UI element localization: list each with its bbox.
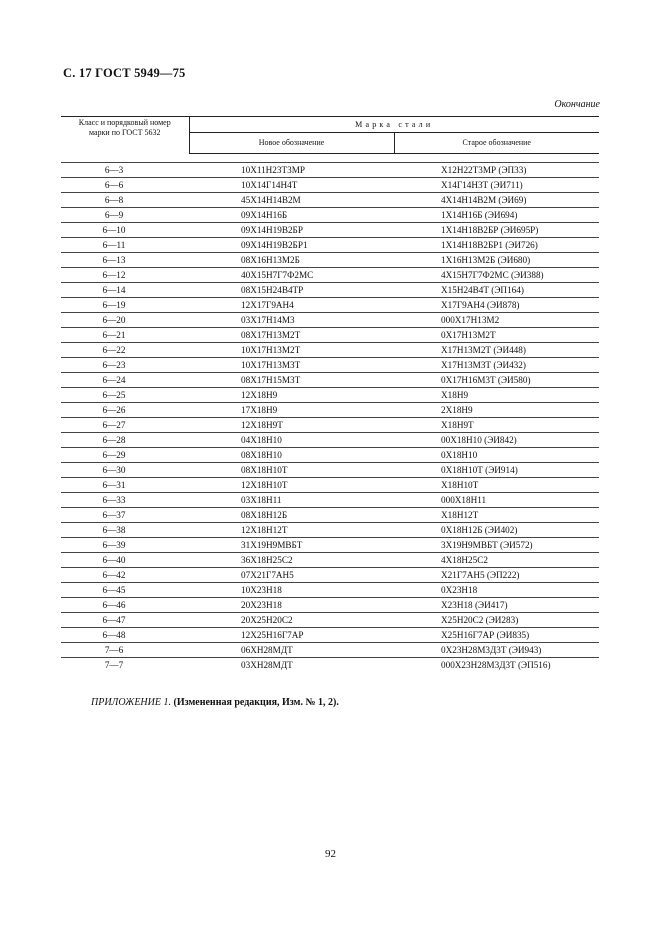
cell-class-number: 6—24 — [61, 373, 189, 388]
cell-old-designation: 4Х18Н25С2 — [394, 553, 599, 568]
continuation-label: Окончание — [554, 99, 600, 110]
table-row — [61, 613, 599, 628]
cell-class-number: 6—3 — [61, 163, 189, 178]
column-header-new: Новое обозначение — [189, 133, 394, 154]
appendix-label: ПРИЛОЖЕНИЕ 1. — [91, 697, 171, 708]
cell-class-number: 6—27 — [61, 418, 189, 433]
cell-class-number: 6—37 — [61, 508, 189, 523]
cell-class-number: 6—33 — [61, 493, 189, 508]
table-row — [61, 268, 599, 283]
cell-new-designation: 08Х16Н13М2Б — [189, 253, 394, 268]
table-row — [61, 523, 599, 538]
cell-class-number: 6—21 — [61, 328, 189, 343]
cell-class-number: 6—11 — [61, 238, 189, 253]
cell-class-number: 6—23 — [61, 358, 189, 373]
cell-class-number: 6—42 — [61, 568, 189, 583]
table-row — [61, 628, 599, 643]
cell-class-number: 6—10 — [61, 223, 189, 238]
cell-old-designation: Х17Н13М2Т (ЭИ448) — [394, 343, 599, 358]
cell-class-number: 6—38 — [61, 523, 189, 538]
cell-new-designation: 45Х14Н14В2М — [189, 193, 394, 208]
cell-class-number: 6—48 — [61, 628, 189, 643]
cell-new-designation: 20Х23Н18 — [189, 598, 394, 613]
appendix-text: (Измененная редакция, Изм. № 1, 2). — [173, 697, 339, 708]
group-header-steel-grade: Марка стали — [189, 117, 599, 133]
cell-class-number: 6—46 — [61, 598, 189, 613]
table-row — [61, 388, 599, 403]
cell-new-designation: 10Х17Н13М3Т — [189, 358, 394, 373]
cell-new-designation: 12Х18Н12Т — [189, 523, 394, 538]
cell-old-designation: 0Х23Н18 — [394, 583, 599, 598]
table-row — [61, 328, 599, 343]
table-row — [61, 343, 599, 358]
cell-old-designation: Х25Н20С2 (ЭИ283) — [394, 613, 599, 628]
cell-class-number: 6—13 — [61, 253, 189, 268]
cell-new-designation: 12Х18Н10Т — [189, 478, 394, 493]
cell-class-number: 6—40 — [61, 553, 189, 568]
cell-class-number: 6—20 — [61, 313, 189, 328]
column-header-class — [61, 117, 189, 154]
table-row — [61, 313, 599, 328]
cell-new-designation: 09Х14Н19В2БР1 — [189, 238, 394, 253]
cell-class-number: 6—28 — [61, 433, 189, 448]
cell-new-designation: 20Х25Н20С2 — [189, 613, 394, 628]
cell-class-number: 6—31 — [61, 478, 189, 493]
table-row — [61, 643, 599, 658]
cell-class-number: 6—26 — [61, 403, 189, 418]
cell-new-designation: 08Х18Н12Б — [189, 508, 394, 523]
cell-old-designation: 0Х17Н13М2Т — [394, 328, 599, 343]
cell-class-number: 6—14 — [61, 283, 189, 298]
cell-old-designation: 3Х19Н9МВБТ (ЭИ572) — [394, 538, 599, 553]
cell-old-designation: 000Х23Н28М3Д3Т (ЭП516) — [441, 660, 551, 670]
column-header-old: Старое обозначение — [394, 133, 599, 154]
cell-class-number: 6—6 — [61, 178, 189, 193]
cell-new-designation: 08Х18Н10Т — [189, 463, 394, 478]
table-row — [61, 283, 599, 298]
cell-new-designation: 09Х14Н16Б — [189, 208, 394, 223]
cell-class-number: 6—12 — [61, 268, 189, 283]
cell-old-designation: 000Х17Н13М2 — [394, 313, 599, 328]
cell-old-designation: 000Х18Н11 — [394, 493, 599, 508]
table-body — [61, 154, 599, 673]
table-row — [61, 478, 599, 493]
table-row — [61, 463, 599, 478]
cell-new-designation: 07Х21Г7АН5 — [189, 568, 394, 583]
cell-new-designation: 10Х11Н23Т3МР — [189, 163, 394, 178]
cell-new-designation: 40Х15Н7Г7Ф2МС — [189, 268, 394, 283]
cell-new-designation: 12Х18Н9 — [189, 388, 394, 403]
cell-class-number: 6—22 — [61, 343, 189, 358]
table-row — [61, 448, 599, 463]
cell-class-number: 6—29 — [61, 448, 189, 463]
cell-old-designation: Х18Н10Т — [394, 478, 599, 493]
cell-new-designation: 08Х17Н13М2Т — [189, 328, 394, 343]
table-row — [61, 658, 599, 673]
table-row — [61, 583, 599, 598]
cell-new-designation: 03ХН28МДТ — [241, 660, 293, 670]
table-row — [61, 568, 599, 583]
cell-old-designation: 1Х14Н18В2БР1 (ЭИ726) — [394, 238, 599, 253]
table-row — [61, 298, 599, 313]
cell-class-number: 6—8 — [61, 193, 189, 208]
table-row — [61, 238, 599, 253]
cell-new-designation: 10Х23Н18 — [189, 583, 394, 598]
cell-old-designation: 0Х18Н12Б (ЭИ402) — [394, 523, 599, 538]
cell-old-designation: Х18Н9 — [394, 388, 599, 403]
steel-grades-table — [61, 116, 599, 672]
cell-new-designation: 03Х18Н11 — [189, 493, 394, 508]
table-row — [61, 403, 599, 418]
cell-class-number: 6—19 — [61, 298, 189, 313]
cell-old-designation: 2Х18Н9 — [394, 403, 599, 418]
table-row — [61, 493, 599, 508]
cell-old-designation: Х21Г7АН5 (ЭП222) — [394, 568, 599, 583]
table-row — [61, 598, 599, 613]
cell-old-designation: Х14Г14Н3Т (ЭИ711) — [394, 178, 599, 193]
cell-new-designation: 03Х17Н14М3 — [189, 313, 394, 328]
table-row — [61, 508, 599, 523]
cell-old-designation: Х25Н16Г7АР (ЭИ835) — [394, 628, 599, 643]
table-row — [61, 358, 599, 373]
cell-old-designation: Х18Н9Т — [394, 418, 599, 433]
cell-old-designation: Х23Н18 (ЭИ417) — [394, 598, 599, 613]
cell-new-designation: 12Х25Н16Г7АР — [189, 628, 394, 643]
cell-old-designation: 0Х18Н10 — [394, 448, 599, 463]
cell-new-designation: 06ХН28МДТ — [189, 643, 394, 658]
cell-class-number: 6—45 — [61, 583, 189, 598]
cell-old-designation: 0Х17Н16М3Т (ЭИ580) — [394, 373, 599, 388]
column-header-class-line2: марки по ГОСТ 5632 — [88, 128, 161, 137]
table-row — [61, 538, 599, 553]
cell-new-designation: 08Х15Н24В4ТР — [189, 283, 394, 298]
cell-old-designation: Х18Н12Т — [394, 508, 599, 523]
page-header: С. 17 ГОСТ 5949—75 — [63, 66, 186, 80]
cell-old-designation: 1Х14Н16Б (ЭИ694) — [394, 208, 599, 223]
cell-new-designation: 09Х14Н19В2БР — [189, 223, 394, 238]
cell-class-number: 7—7 — [104, 660, 124, 670]
cell-new-designation: 12Х18Н9Т — [189, 418, 394, 433]
column-header-class-line1: Класс и порядковый номер — [78, 118, 171, 127]
cell-new-designation: 10Х17Н13М2Т — [189, 343, 394, 358]
table-row — [61, 553, 599, 568]
cell-class-number: 7—6 — [61, 643, 189, 658]
cell-new-designation: 36Х18Н25С2 — [189, 553, 394, 568]
cell-old-designation: 0Х23Н28М3Д3Т (ЭИ943) — [394, 643, 599, 658]
cell-class-number: 6—30 — [61, 463, 189, 478]
appendix-note — [91, 697, 339, 708]
cell-new-designation: 10Х14Г14Н4Т — [189, 178, 394, 193]
cell-old-designation: Х17Н13М3Т (ЭИ432) — [394, 358, 599, 373]
cell-old-designation: 1Х16Н13М2Б (ЭИ680) — [394, 253, 599, 268]
cell-old-designation: 4Х15Н7Г7Ф2МС (ЭИ388) — [394, 268, 599, 283]
cell-old-designation: 00Х18Н10 (ЭИ842) — [394, 433, 599, 448]
table-row — [61, 223, 599, 238]
table-row — [61, 433, 599, 448]
table-row — [61, 163, 599, 178]
table-row — [61, 208, 599, 223]
cell-new-designation: 17Х18Н9 — [189, 403, 394, 418]
cell-new-designation: 31Х19Н9МВБТ — [189, 538, 394, 553]
cell-old-designation: Х17Г9АН4 (ЭИ878) — [394, 298, 599, 313]
cell-new-designation: 08Х18Н10 — [189, 448, 394, 463]
page-number: 92 — [325, 848, 336, 860]
cell-class-number: 6—47 — [61, 613, 189, 628]
table-row — [61, 418, 599, 433]
table-row — [61, 178, 599, 193]
cell-old-designation: 4Х14Н14В2М (ЭИ69) — [394, 193, 599, 208]
cell-old-designation: 1Х14Н18В2БР (ЭИ695Р) — [394, 223, 599, 238]
table-row — [61, 373, 599, 388]
cell-new-designation: 04Х18Н10 — [189, 433, 394, 448]
cell-old-designation: Х15Н24В4Т (ЭП164) — [394, 283, 599, 298]
cell-class-number: 6—25 — [61, 388, 189, 403]
table-row — [61, 193, 599, 208]
cell-class-number: 6—9 — [61, 208, 189, 223]
cell-old-designation: 0Х18Н10Т (ЭИ914) — [394, 463, 599, 478]
cell-old-designation: Х12Н22Т3МР (ЭП33) — [394, 163, 599, 178]
cell-class-number: 6—39 — [61, 538, 189, 553]
cell-new-designation: 08Х17Н15М3Т — [189, 373, 394, 388]
cell-new-designation: 12Х17Г9АН4 — [189, 298, 394, 313]
table-row — [61, 253, 599, 268]
